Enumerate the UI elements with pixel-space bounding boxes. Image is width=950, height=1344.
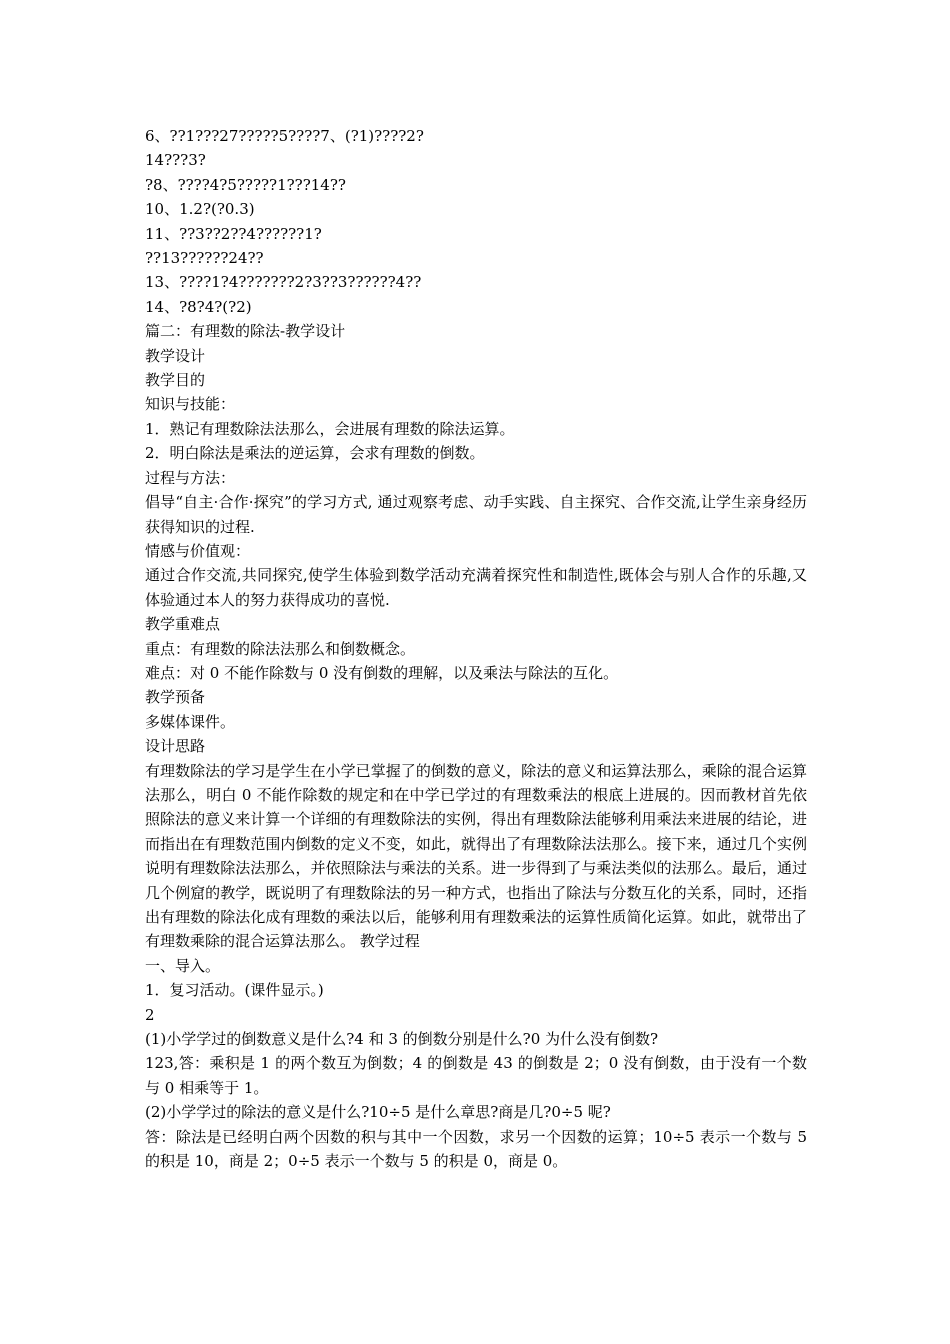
text-line: 11、??3??2??4??????1? [145, 224, 322, 243]
answer: 123,答：乘积是 1 的两个数互为倒数；4 的倒数是 43 的倒数是 2；0 没有倒数，由于没有一个数与 0 相乘等于 1。 [145, 1054, 807, 1097]
paragraph: 难点：对 0 不能作除数与 0 没有倒数的理解，以及乘法与除法的互化。 [145, 663, 619, 682]
text-line: ?8、????4?5?????1???14?? [145, 175, 346, 194]
paragraph: 重点：有理数的除法法那么和倒数概念。 [145, 639, 416, 658]
answer: 答：除法是已经明白两个因数的积与其中一个因数，求另一个因数的运算；10÷5 表示一个数与 5 的积是 10，商是 2；0÷5 表示一个数与 5 的积是 0，商是 0。 [145, 1127, 807, 1171]
paragraph: 通过合作交流,共同探究,使学生体验到数学活动充满着探究性和制造性,既体会与别人合作的乐趣,又体验通过本人的努力获得成功的喜悦. [145, 566, 807, 609]
paragraph: 倡导“自主·合作·探究”的学习方式, 通过观察考虑、动手实践、自主探究、合作交流,让学生亲身经历获得知识的过程. [145, 493, 807, 536]
subheading: 教学目的 [145, 371, 206, 390]
subheading: 设计思路 [145, 737, 206, 756]
text-line: 6、??1???27?????5????7、(?1)????2? [145, 127, 424, 145]
subheading: 教学设计 [145, 346, 206, 365]
subheading: 过程与方法： [145, 468, 236, 487]
text-line: 14、?8?4?(?2) [145, 297, 252, 316]
list-item: 1．熟记有理数除法法那么，会进展有理数的除法运算。 [145, 419, 515, 438]
subheading: 一、导入。 [145, 956, 221, 975]
paragraph: 多媒体课件。 [145, 712, 236, 731]
text-line: 14???3? [145, 151, 206, 170]
text-line: 10、1.2?(?0.3) [145, 200, 255, 219]
text-line: ??13??????24?? [145, 249, 264, 268]
document-body [145, 124, 807, 1173]
question: (2)小学学过的除法的意义是什么?10÷5 是什么章思?商是几?0÷5 呢? [145, 1103, 611, 1122]
list-item: 1．复习活动。(课件显示。) [145, 981, 324, 1000]
paragraph: 有理数除法的学习是学生在小学已掌握了的倒数的意义，除法的意义和运算法那么，乘除的混合运算法那么，明白 0 不能作除数的规定和在中学已学过的有理数乘法的根底上进展的。因而教材首先依照除法的意义来计算一个详细的有理数除法的实例，得出有理数除法能够利用乘法来进展的结论，进而指出在有理数范围内倒数的定义不变，如此，就得出了有理数除法法那么。接下来，通过几个实例说明有理数除法法那么，并依照除法与乘法的关系。进一步得到了与乘法类似的法那么。最后，通过几个例窟的教学，既说明了有理数除法的另一种方式，也指出了除法与分数互化的关系，同时，还指出有理数的除法化成有理数的乘法以后，能够利用有理数乘法的运算性质简化运算。如此，就带出了有理数乘除的混合运算法那么。 教学过程 [145, 761, 807, 951]
subheading: 知识与技能： [145, 395, 236, 414]
question: (1)小学学过的倒数意义是什么?4 和 3 的倒数分别是什么?0 为什么没有倒数? [145, 1030, 659, 1049]
text-line: 13、????1?4???????2?3??3??????4?? [145, 273, 422, 292]
list-item: 2．明白除法是乘法的逆运算，会求有理数的倒数。 [145, 444, 485, 463]
section-heading: 篇二：有理数的除法-教学设计 [145, 322, 346, 341]
subheading: 情感与价值观： [145, 541, 251, 560]
text-line: 2 [145, 1005, 155, 1024]
subheading: 教学重难点 [145, 615, 221, 634]
subheading: 教学预备 [145, 688, 206, 707]
